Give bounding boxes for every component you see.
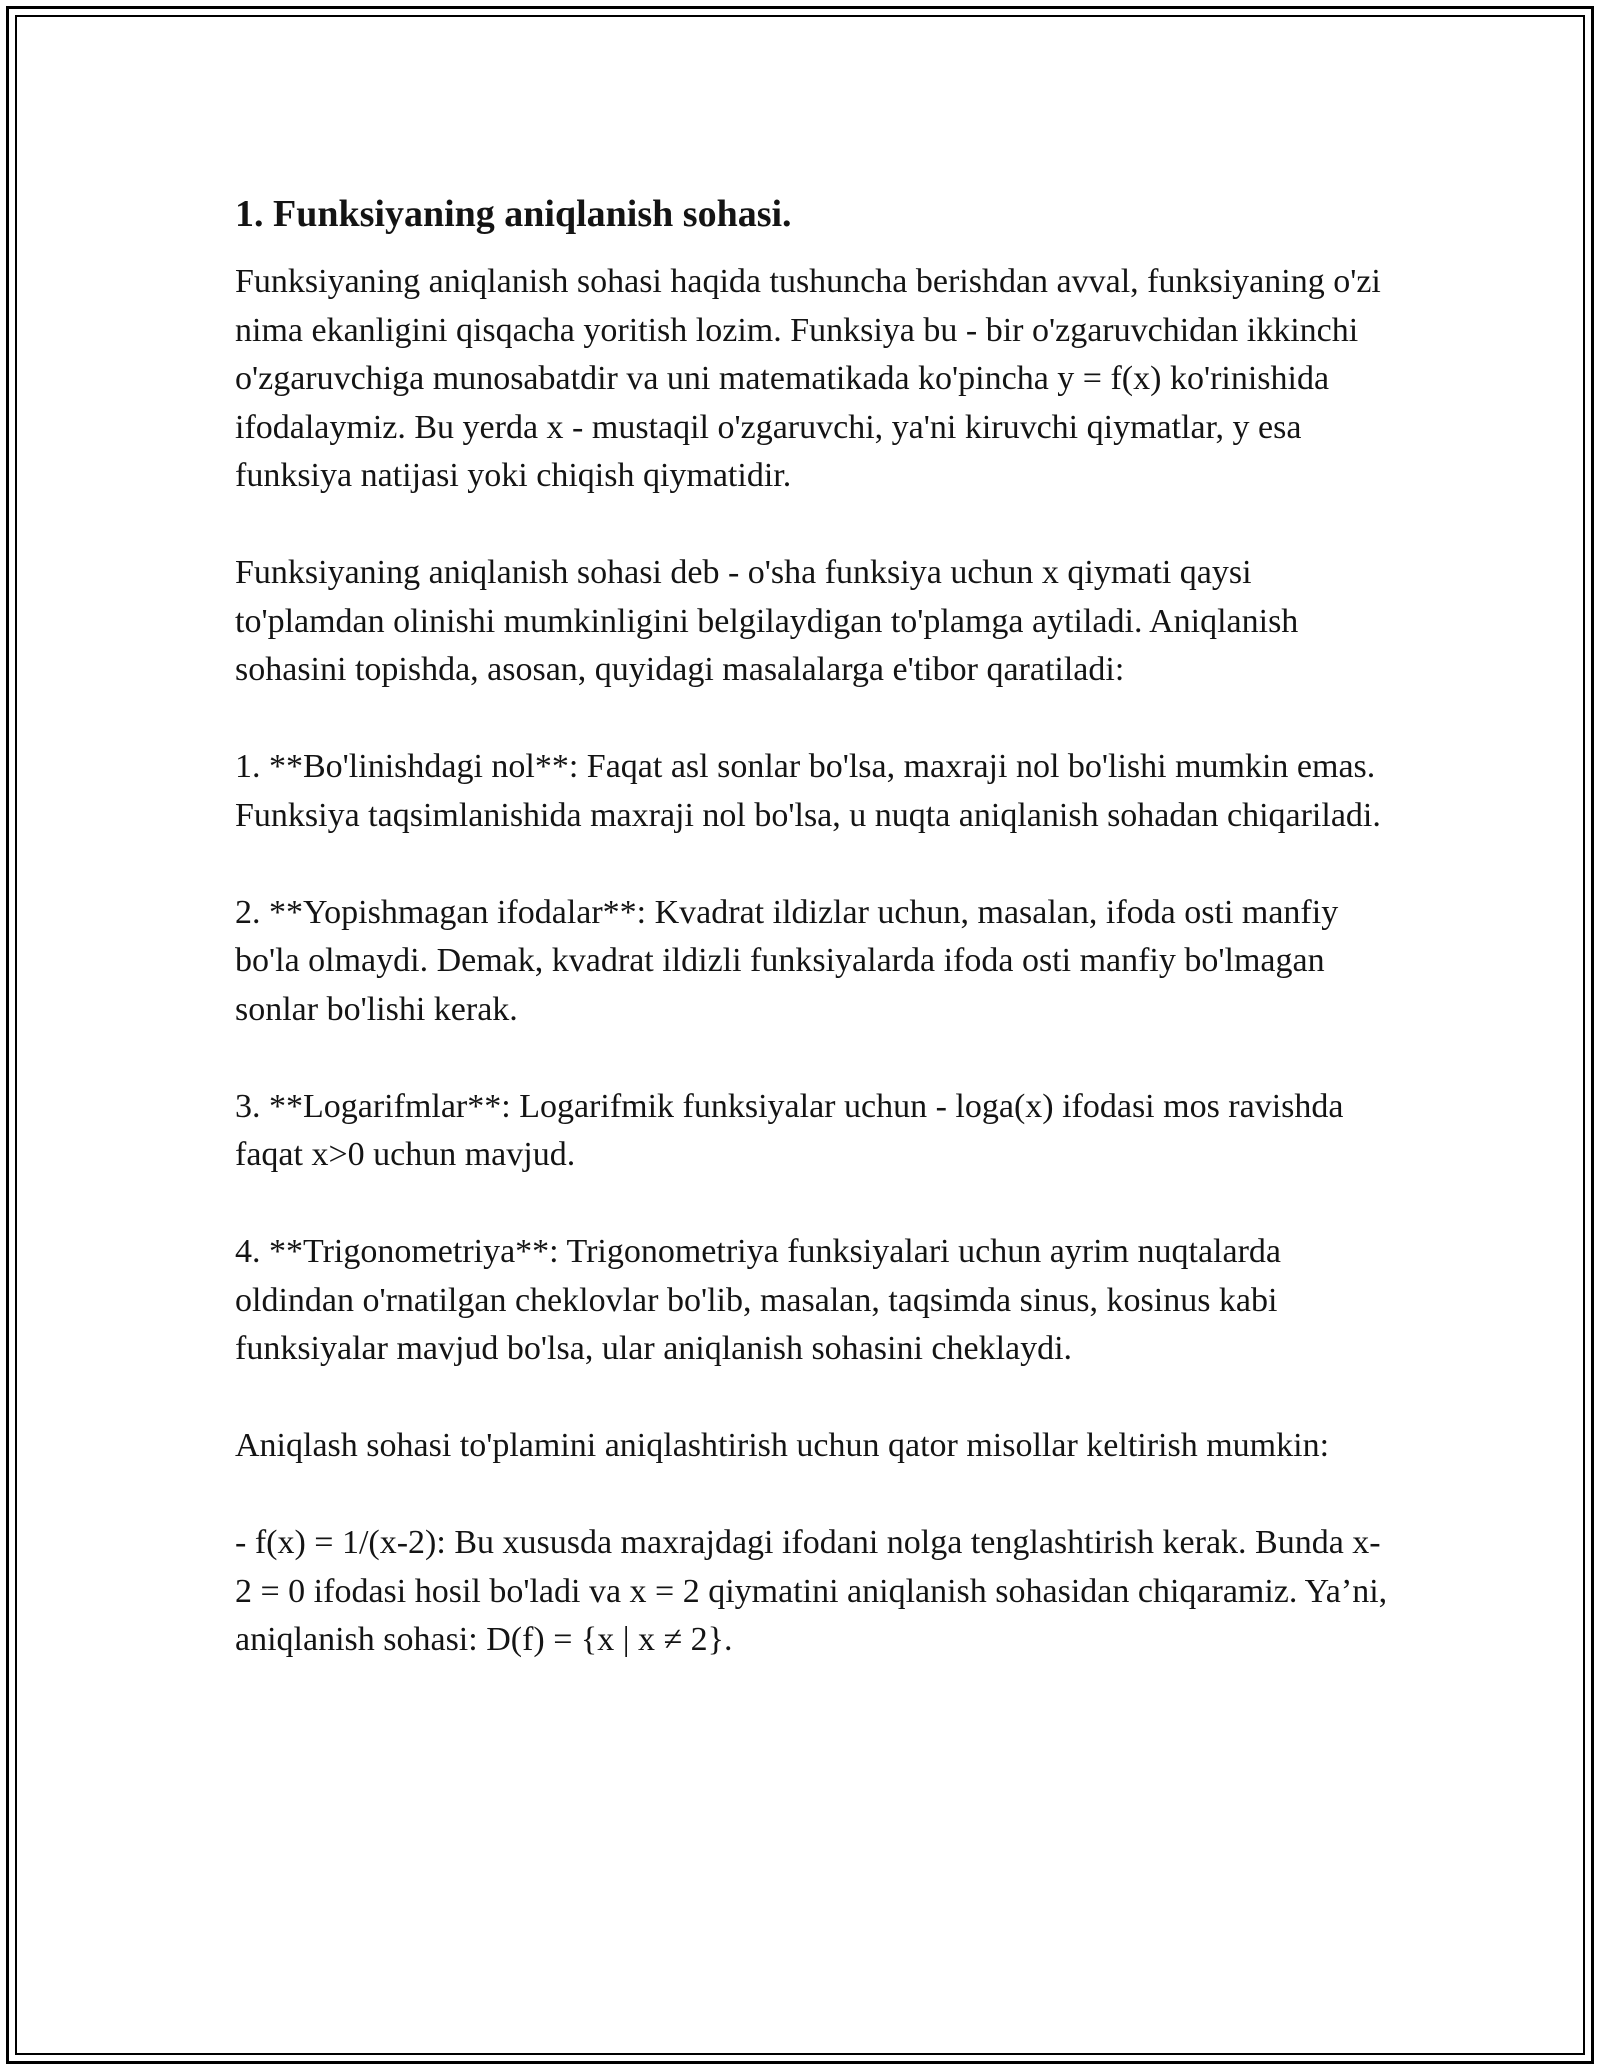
document-body: [235, 188, 1395, 1713]
paragraph-examples-intro: Aniqlash sohasi to'plamini aniqlashtirish uchun qator misollar keltirish mumkin:: [235, 1427, 1330, 1464]
paragraph-definition: Funksiyaning aniqlanish sohasi deb - o'sha funksiya uchun x qiymati qaysi to'plamdan olinishi mumkinligini belgilaydigan to'plamga aytiladi. Aniqlanish sohasini topishda, asosan, quyidagi masalalarga e'tibor qaratiladi:: [235, 554, 1299, 688]
list-item-square-roots: 2. **Yopishmagan ifodalar**: Kvadrat ildizlar uchun, masalan, ifoda osti manfiy bo'la olmaydi. Demak, kvadrat ildizli funksiyalarda ifoda osti manfiy bo'lmagan sonlar bo'lishi kerak.: [235, 893, 1339, 1028]
list-item-trigonometry: 4. **Trigonometriya**: Trigonometriya funksiyalari uchun ayrim nuqtalarda oldindan o'rnatilgan cheklovlar bo'lib, masalan, taqsimda sinus, kosinus kabi funksiyalar mavjud bo'lsa, ular aniqlanish sohasini cheklaydi.: [235, 1233, 1281, 1367]
paragraph-intro: Funksiyaning aniqlanish sohasi haqida tushuncha berishdan avval, funksiyaning o'zi nima ekanligini qisqacha yoritish lozim. Funksiya bu - bir o'zgaruvchidan ikkinchi o'zgaruvchiga munosabatdir va uni matematikada ko'pincha y = f(x) ko'rinishida ifodalaymiz. Bu yerda x - mustaqil o'zgaruvchi, ya'ni kiruvchi qiymatlar, y esa funksiya natijasi yoki chiqish qiymatidir.: [235, 263, 1381, 494]
list-item-logarithms: 3. **Logarifmlar**: Logarifmik funksiyalar uchun - loga(x) ifodasi mos ravishda faqat x>0 uchun mavjud.: [235, 1087, 1344, 1173]
list-item-division-by-zero: 1. **Bo'linishdagi nol**: Faqat asl sonlar bo'lsa, maxraji nol bo'lishi mumkin emas. Funksiya taqsimlanishida maxraji nol bo'lsa, u nuqta aniqlanish sohadan chiqariladi.: [235, 748, 1381, 834]
section-heading: 1. Funksiyaning aniqlanish sohasi.: [235, 193, 792, 235]
paragraph-example-1: - f(x) = 1/(x-2): Bu xususda maxrajdagi ifodani nolga tenglashtirish kerak. Bunda x-2 = 0 ifodasi hosil bo'ladi va x = 2 qiymatini aniqlanish sohasidan chiqaramiz. Ya’ni, aniqlanish sohasi: D(f) = {x | x ≠ 2}.: [235, 1524, 1388, 1658]
